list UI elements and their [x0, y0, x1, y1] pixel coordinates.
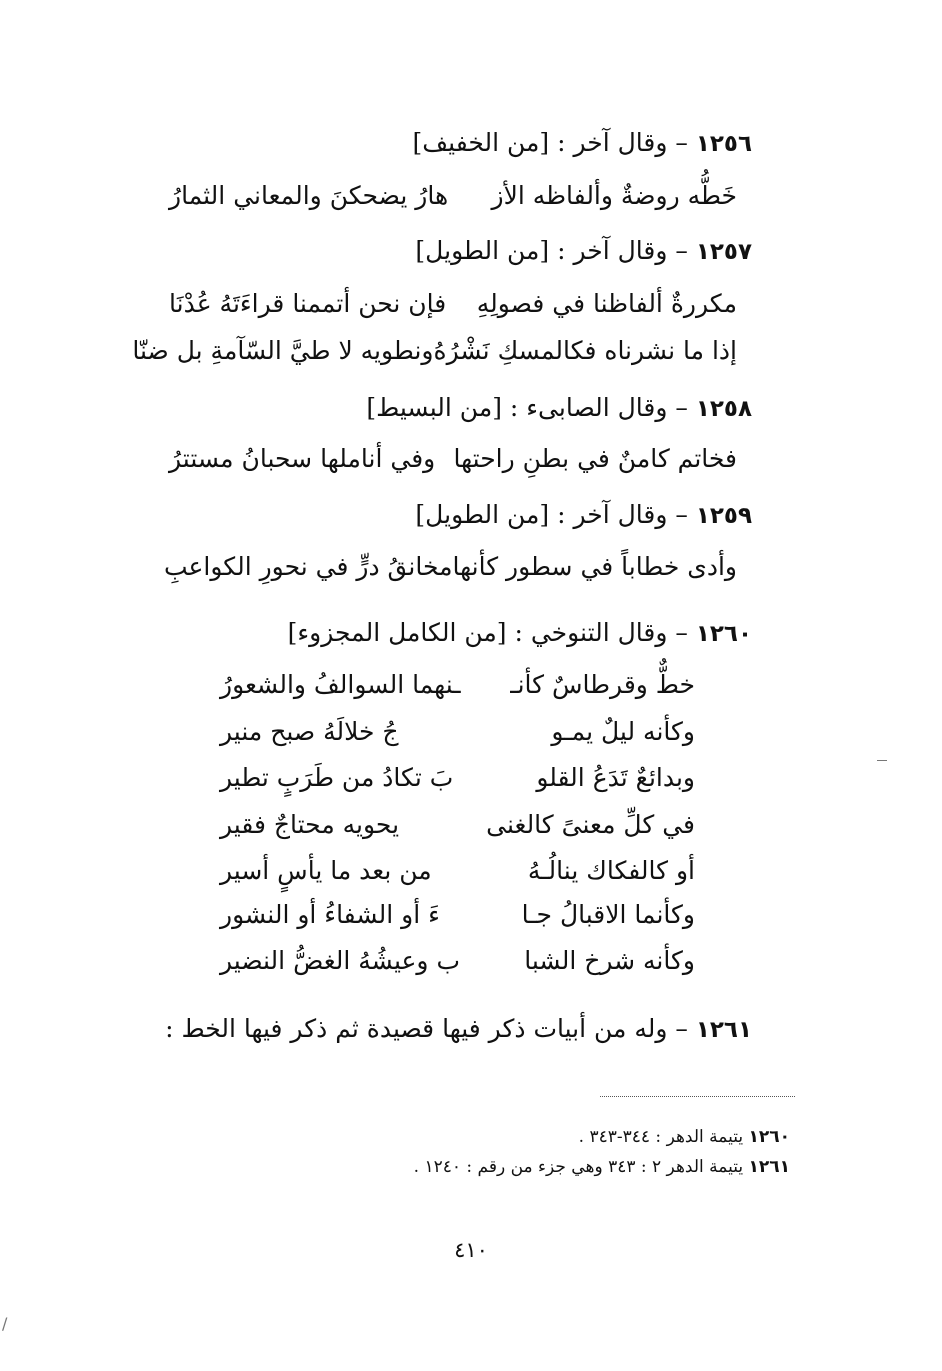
verse-line [220, 855, 695, 887]
verse-second-hemistich: من بعد ما يأسٍ أسير [220, 856, 432, 885]
verse-second-hemistich: ءَ أو الشفاءُ أو النشور [220, 900, 440, 929]
verse-first-hemistich: وكأنما الاقبالُ جـا [521, 900, 695, 929]
scan-mark: / [2, 1314, 8, 1333]
verse-line [220, 945, 695, 977]
verse-first-hemistich: خَطُّه روضةٌ وألفاظه الأز [491, 181, 737, 210]
footnote-number: ١٢٦٠ [748, 1127, 790, 1147]
entry-heading-text: – وقال التنوخي : [من الكامل المجزوء] [287, 618, 696, 647]
verse-first-hemistich: مكررةٌ ألفاظنا في فصولِهِ [476, 289, 737, 318]
verse-first-hemistich: وأدى خطاباً في سطور كأنها [452, 552, 737, 581]
entry-heading-text: – وقال آخر : [من الطويل] [415, 500, 696, 529]
verse-second-hemistich: هارُ يضحكنَ والمعاني الثمارُ [169, 181, 449, 210]
verse-second-hemistich: ب وعيشُهُ الغضُّ النضير [220, 946, 460, 975]
entry-heading-1260 [288, 617, 752, 650]
verse-line [220, 899, 695, 931]
verse-second-hemistich: ونطويه لا طيَّ السّآمةِ بل ضنّا [132, 336, 434, 365]
verse-first-hemistich: خطٌّ وقرطاسٌ كأنـ [510, 670, 695, 699]
verse-line [169, 180, 737, 212]
verse-first-hemistich: وبدائعٌ تَدَعُ القلو [536, 763, 695, 792]
verse-line [220, 716, 695, 748]
verse-first-hemistich: وكأنه شرخ الشبا [524, 946, 695, 975]
verse-second-hemistich: ـنهما السوالفُ والشعورُ [220, 670, 461, 699]
footnote [579, 1126, 790, 1148]
footnote-separator [600, 1096, 795, 1097]
verse-first-hemistich: أو كالفكاك ينالُـهُ [527, 856, 695, 885]
verse-first-hemistich: فخاتم كامنٌ في بطنِ راحتها [453, 444, 737, 473]
scan-mark [877, 760, 887, 761]
entry-heading-1258 [366, 392, 752, 425]
footnote-text: يتيمة الدهر : ٣٤٤-٣٤٣ . [578, 1127, 749, 1147]
footnote-number: ١٢٦١ [748, 1157, 790, 1177]
entry-heading-text: – وقال آخر : [من الطويل] [415, 236, 696, 265]
verse-line [169, 288, 737, 320]
entry-number: ١٢٥٩ [695, 503, 752, 529]
entry-heading-1257 [415, 235, 752, 268]
verse-line [169, 443, 737, 475]
verse-line [220, 762, 695, 794]
verse-line [220, 669, 695, 701]
entry-number: ١٢٥٨ [695, 396, 752, 422]
page-number: ٤١٠ [454, 1238, 488, 1262]
verse-line [220, 809, 695, 841]
verse-first-hemistich: وكأنه ليلٌ يمـو [551, 717, 695, 746]
verse-first-hemistich: إذا ما نشرناه فكالمسكِ نَشْرُهُ [433, 336, 737, 365]
verse-line [132, 335, 737, 367]
entry-heading-1261 [165, 1013, 752, 1046]
entry-number: ١٢٥٧ [695, 239, 752, 265]
entry-heading-1259 [415, 499, 752, 532]
entry-number: ١٢٦١ [695, 1017, 752, 1043]
footnote-text: يتيمة الدهر ٢ : ٣٤٣ وهي جزء من رقم : ١٢٤٠ . [413, 1157, 749, 1177]
entry-number: ١٢٦٠ [695, 621, 752, 647]
entry-heading-text: – وله من أبيات ذكر فيها قصيدة ثم ذكر فيها الخط : [165, 1014, 696, 1043]
entry-heading-text: – وقال آخر : [من الخفيف] [412, 128, 696, 157]
verse-second-hemistich: يحويه محتاجٌ فقير [220, 810, 400, 839]
verse-second-hemistich: وفي أناملها سحبانُ مستترُ [169, 444, 436, 473]
entry-heading-1256 [413, 127, 752, 160]
verse-second-hemistich: جُ خلالَهُ صبح منير [220, 717, 399, 746]
verse-second-hemistich: بَ تكادُ من طَرَبٍ تطير [220, 763, 454, 792]
verse-first-hemistich: في كلِّ معنىً كالغنى [486, 810, 695, 839]
verse-second-hemistich: فإن نحن أتممنا قراءَتَهُ عُدْنَا [169, 289, 447, 318]
entry-heading-text: – وقال الصابىء : [من البسيط] [366, 393, 696, 422]
footnote [414, 1156, 790, 1178]
verse-line [163, 551, 737, 583]
entry-number: ١٢٥٦ [695, 131, 752, 157]
verse-second-hemistich: مخانقُ درٍّ في نحورِ الكواعبِ [163, 552, 453, 581]
